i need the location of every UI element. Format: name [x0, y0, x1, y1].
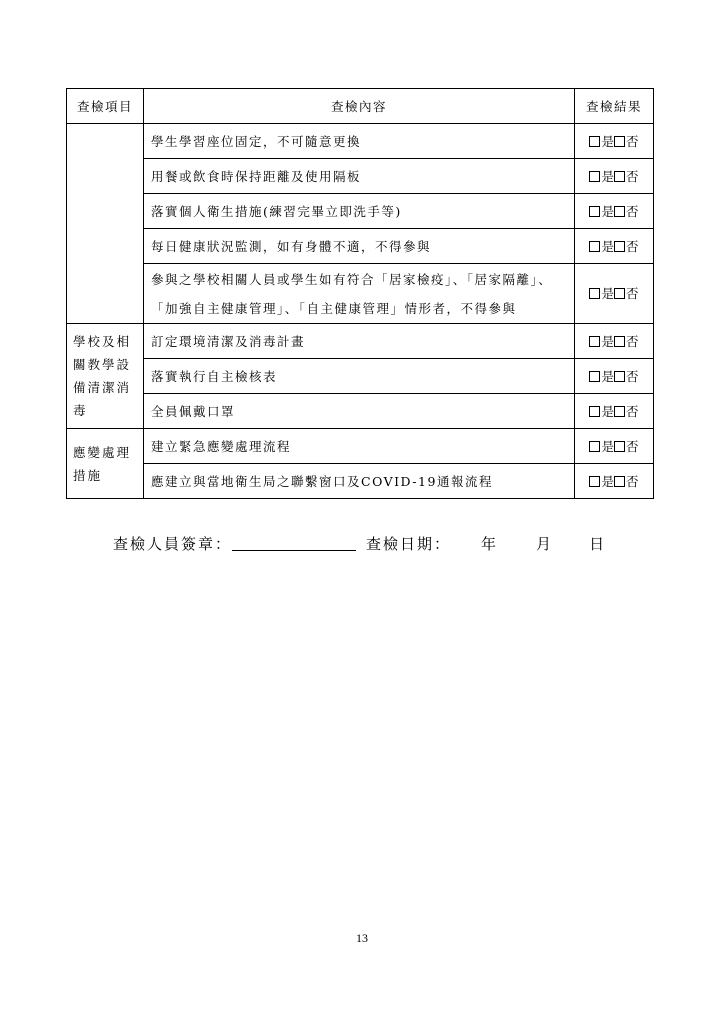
result-cell: [575, 194, 654, 229]
header-result: 查檢結果: [575, 89, 654, 124]
yes-label: 是: [601, 403, 614, 419]
yes-checkbox[interactable]: [589, 371, 600, 382]
table-row: [67, 359, 654, 394]
table-row: [67, 159, 654, 194]
signature-line: [113, 533, 606, 554]
yes-checkbox[interactable]: [589, 336, 600, 347]
category-line: 毒: [73, 403, 88, 418]
no-checkbox[interactable]: [614, 288, 625, 299]
no-checkbox[interactable]: [614, 241, 625, 252]
no-label: 否: [626, 286, 639, 301]
category-cell: [67, 324, 144, 429]
row-content: 全員佩戴口罩: [144, 394, 575, 429]
row-content-multiline: [144, 264, 575, 324]
category-line: 措施: [73, 467, 103, 483]
no-checkbox[interactable]: [614, 406, 625, 417]
yes-checkbox[interactable]: [589, 476, 600, 487]
result-cell: [575, 124, 654, 159]
row-content: 落實執行自主檢核表: [144, 359, 575, 394]
row-content: 建立緊急應變處理流程: [144, 429, 575, 464]
category-line: 關教學設: [73, 357, 132, 372]
yes-label: 是: [601, 438, 614, 454]
result-cell: [575, 159, 654, 194]
yes-checkbox[interactable]: [589, 441, 600, 452]
month-label: 月: [536, 535, 554, 553]
result-cell: [575, 359, 654, 394]
row-content: 用餐或飲食時保持距離及使用隔板: [144, 159, 575, 194]
table-row: [67, 324, 654, 359]
result-cell: [575, 394, 654, 429]
table-row: [67, 394, 654, 429]
day-label: 日: [589, 535, 607, 553]
category-line: 學校及相: [73, 334, 132, 349]
row-content: 落實個人衛生措施(練習完畢立即洗手等): [144, 194, 575, 229]
yes-label: 是: [601, 203, 614, 219]
category-line: 備清潔消: [73, 380, 132, 395]
header-content: 查檢內容: [144, 89, 575, 124]
row-content: 應建立與當地衛生局之聯繫窗口及COVID-19通報流程: [144, 464, 575, 499]
category-cell-empty: [67, 124, 144, 324]
signer-label: 查檢人員簽章：: [113, 535, 233, 553]
no-label: 否: [626, 473, 639, 489]
no-checkbox[interactable]: [614, 171, 625, 182]
yes-label: 是: [601, 133, 614, 149]
no-checkbox[interactable]: [614, 336, 625, 347]
yes-checkbox[interactable]: [589, 206, 600, 217]
inspection-table: [66, 88, 654, 499]
yes-checkbox[interactable]: [589, 136, 600, 147]
no-label: 否: [626, 333, 639, 349]
table-header-row: [67, 89, 654, 124]
no-label: 否: [626, 403, 639, 419]
result-cell: [575, 324, 654, 359]
yes-checkbox[interactable]: [589, 406, 600, 417]
no-label: 否: [626, 133, 639, 149]
result-cell: [575, 464, 654, 499]
row-content: 訂定環境清潔及消毒計畫: [144, 324, 575, 359]
yes-checkbox[interactable]: [589, 288, 600, 299]
row-content-line: 參與之學校相關人員或學生如有符合「居家檢疫」、「居家隔離」、: [151, 271, 553, 287]
no-label: 否: [626, 203, 639, 219]
result-cell: [575, 429, 654, 464]
page-number: 13: [356, 931, 368, 945]
table-row: [67, 124, 654, 159]
yes-label: 是: [601, 238, 614, 254]
yes-label: 是: [601, 286, 614, 301]
yes-label: 是: [601, 333, 614, 349]
table-row: [67, 194, 654, 229]
no-checkbox[interactable]: [614, 136, 625, 147]
table-row: [67, 464, 654, 499]
result-cell: [575, 229, 654, 264]
signature-field[interactable]: [232, 536, 356, 551]
no-label: 否: [626, 368, 639, 384]
no-label: 否: [626, 168, 639, 184]
row-content: 學生學習座位固定，不可隨意更換: [144, 124, 575, 159]
yes-checkbox[interactable]: [589, 241, 600, 252]
yes-label: 是: [601, 473, 614, 489]
no-label: 否: [626, 238, 639, 254]
category-line: 應變處理: [73, 444, 132, 460]
yes-label: 是: [601, 168, 614, 184]
date-label: 查檢日期：: [366, 535, 452, 553]
no-checkbox[interactable]: [614, 206, 625, 217]
no-checkbox[interactable]: [614, 476, 625, 487]
category-cell: [67, 429, 144, 499]
row-content-line: 「加強自主健康管理」、「自主健康管理」情形者，不得參與: [151, 300, 517, 316]
header-item: 查檢項目: [67, 89, 144, 124]
yes-label: 是: [601, 368, 614, 384]
result-cell: [575, 264, 654, 324]
year-label: 年: [481, 535, 499, 553]
no-label: 否: [626, 438, 639, 454]
table-row: [67, 229, 654, 264]
table-row: [67, 264, 654, 324]
no-checkbox[interactable]: [614, 441, 625, 452]
yes-checkbox[interactable]: [589, 171, 600, 182]
table-row: [67, 429, 654, 464]
row-content: 每日健康狀況監測，如有身體不適，不得參與: [144, 229, 575, 264]
no-checkbox[interactable]: [614, 371, 625, 382]
